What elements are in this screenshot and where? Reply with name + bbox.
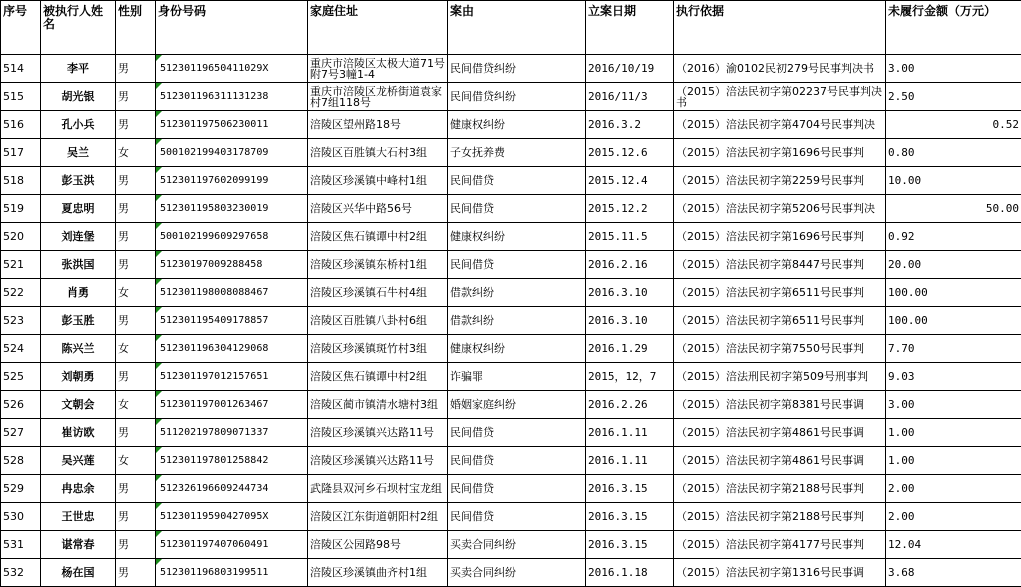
enforcement-basis: （2015）涪法民初字第6511号民事判: [674, 279, 886, 307]
enforcement-basis: （2015）涪法民初字第5206号民事判决: [674, 195, 886, 223]
case-cause: 子女抚养费: [448, 139, 586, 167]
person-name: 张洪国: [41, 251, 116, 279]
unpaid-amount: 3.00: [886, 55, 1021, 83]
person-name: 夏忠明: [41, 195, 116, 223]
unpaid-amount: 1.00: [886, 447, 1021, 475]
gender: 男: [116, 167, 156, 195]
filing-date: 2015，12，7: [586, 363, 674, 391]
gender: 男: [116, 307, 156, 335]
cell-comment-marker: [156, 447, 162, 453]
table-row: [1, 363, 1021, 391]
serial-number: 515: [1, 83, 41, 111]
home-address: 涪陵区珍溪镇曲齐村1组: [308, 559, 448, 587]
cell-comment-marker: [156, 419, 162, 425]
serial-number: 520: [1, 223, 41, 251]
cell-comment-marker: [156, 111, 162, 117]
filing-date: 2016.3.10: [586, 307, 674, 335]
gender: 男: [116, 111, 156, 139]
cell-comment-marker: [156, 531, 162, 537]
filing-date: 2016.3.2: [586, 111, 674, 139]
serial-number: 528: [1, 447, 41, 475]
case-cause: 民间借贷: [448, 475, 586, 503]
enforcement-basis: （2015）涪法刑民初字第509号刑事判: [674, 363, 886, 391]
unpaid-amount: 1.00: [886, 419, 1021, 447]
filing-date: 2016.3.15: [586, 531, 674, 559]
case-cause: 买卖合同纠纷: [448, 531, 586, 559]
home-address: 涪陵区望州路18号: [308, 111, 448, 139]
filing-date: 2016.3.10: [586, 279, 674, 307]
id-number: 512301197801258842: [156, 447, 308, 475]
id-number: 512301197012157651: [156, 363, 308, 391]
serial-number: 531: [1, 531, 41, 559]
cell-comment-marker: [156, 139, 162, 145]
id-number: 500102199403178709: [156, 139, 308, 167]
unpaid-amount: 100.00: [886, 307, 1021, 335]
id-number: 51230119590427095X: [156, 503, 308, 531]
case-cause: 健康权纠纷: [448, 111, 586, 139]
home-address: 涪陵区蔺市镇清水塘村3组: [308, 391, 448, 419]
gender: 男: [116, 195, 156, 223]
cell-comment-marker: [156, 503, 162, 509]
enforcement-basis: （2015）涪法民初字第4177号民事判: [674, 531, 886, 559]
filing-date: 2016.2.16: [586, 251, 674, 279]
header-cell: 身份号码: [156, 1, 308, 55]
home-address: 涪陵区珍溪镇兴达路11号: [308, 419, 448, 447]
gender: 女: [116, 447, 156, 475]
unpaid-amount: 0.52: [886, 111, 1021, 139]
filing-date: 2016.1.29: [586, 335, 674, 363]
unpaid-amount: 12.04: [886, 531, 1021, 559]
person-name: 李平: [41, 55, 116, 83]
person-name: 彭玉胜: [41, 307, 116, 335]
home-address: 武隆县双河乡石坝村宝龙组: [308, 475, 448, 503]
enforcement-basis: （2015）涪法民初字第1696号民事判: [674, 223, 886, 251]
serial-number: 526: [1, 391, 41, 419]
header-cell: 立案日期: [586, 1, 674, 55]
case-cause: 民间借贷: [448, 503, 586, 531]
table-row: [1, 447, 1021, 475]
enforcement-basis: （2015）涪法民初字第7550号民事判: [674, 335, 886, 363]
home-address: 涪陵区珍溪镇中峰村1组: [308, 167, 448, 195]
unpaid-amount: 2.00: [886, 475, 1021, 503]
cell-comment-marker: [156, 335, 162, 341]
case-cause: 民间借贷: [448, 447, 586, 475]
home-address: 涪陵区珍溪镇斑竹村3组: [308, 335, 448, 363]
enforcement-basis: （2015）涪法民初字第6511号民事判: [674, 307, 886, 335]
gender: 男: [116, 475, 156, 503]
serial-number: 517: [1, 139, 41, 167]
filing-date: 2016.1.11: [586, 447, 674, 475]
home-address: 涪陵区兴华中路56号: [308, 195, 448, 223]
person-name: 冉忠余: [41, 475, 116, 503]
id-number: 512301197602099199: [156, 167, 308, 195]
enforcement-basis: （2015）涪法民初字第2188号民事判: [674, 475, 886, 503]
header-cell: 序号: [1, 1, 41, 55]
header-cell: 案由: [448, 1, 586, 55]
id-number: 51230197009288458: [156, 251, 308, 279]
gender: 男: [116, 419, 156, 447]
unpaid-amount: 3.68: [886, 559, 1021, 587]
header-cell: 未履行金额（万元）: [886, 1, 1021, 55]
cell-comment-marker: [156, 223, 162, 229]
cell-comment-marker: [156, 167, 162, 173]
filing-date: 2015.12.6: [586, 139, 674, 167]
table-row: [1, 111, 1021, 139]
table-header-row: [1, 1, 1021, 55]
header-cell: 执行依据: [674, 1, 886, 55]
id-number: 511202197809071337: [156, 419, 308, 447]
enforcement-basis: （2015）涪法民初字第1696号民事判: [674, 139, 886, 167]
header-cell: 性别: [116, 1, 156, 55]
unpaid-amount: 9.03: [886, 363, 1021, 391]
serial-number: 527: [1, 419, 41, 447]
person-name: 杨在国: [41, 559, 116, 587]
id-number: 512301197001263467: [156, 391, 308, 419]
cell-comment-marker: [156, 195, 162, 201]
home-address: 涪陵区百胜镇大石村3组: [308, 139, 448, 167]
case-cause: 民间借贷纠纷: [448, 55, 586, 83]
table-row: [1, 195, 1021, 223]
table-row: [1, 251, 1021, 279]
table-row: [1, 55, 1021, 83]
person-name: 吴兴莲: [41, 447, 116, 475]
cell-comment-marker: [156, 251, 162, 257]
enforcement-basis: （2016）渝0102民初279号民事判决书: [674, 55, 886, 83]
home-address: 涪陵区珍溪镇东桥村1组: [308, 251, 448, 279]
case-cause: 民间借贷: [448, 167, 586, 195]
home-address: 涪陵区焦石镇谭中村2组: [308, 223, 448, 251]
id-number: 512301196803199511: [156, 559, 308, 587]
cell-comment-marker: [156, 475, 162, 481]
home-address: 涪陵区珍溪镇石牛村4组: [308, 279, 448, 307]
person-name: 彭玉洪: [41, 167, 116, 195]
case-cause: 买卖合同纠纷: [448, 559, 586, 587]
filing-date: 2016.2.26: [586, 391, 674, 419]
cell-comment-marker: [156, 559, 162, 565]
case-cause: 借款纠纷: [448, 279, 586, 307]
enforcement-basis: （2015）涪法民初字第2259号民事判: [674, 167, 886, 195]
gender: 男: [116, 251, 156, 279]
home-address: 重庆市涪陵区龙桥街道袁家村7组118号: [308, 83, 448, 111]
gender: 男: [116, 83, 156, 111]
case-cause: 健康权纠纷: [448, 223, 586, 251]
header-cell: 被执行人姓名: [41, 1, 116, 55]
id-number: 512301195803230019: [156, 195, 308, 223]
gender: 男: [116, 223, 156, 251]
enforcement-basis: （2015）涪法民初字第02237号民事判决书: [674, 83, 886, 111]
table-row: [1, 83, 1021, 111]
unpaid-amount: 2.50: [886, 83, 1021, 111]
person-name: 肖勇: [41, 279, 116, 307]
table-row: [1, 475, 1021, 503]
case-cause: 婚姻家庭纠纷: [448, 391, 586, 419]
serial-number: 523: [1, 307, 41, 335]
gender: 男: [116, 55, 156, 83]
unpaid-amount: 50.00: [886, 195, 1021, 223]
home-address: 涪陵区百胜镇八卦村6组: [308, 307, 448, 335]
id-number: 51230119650411029X: [156, 55, 308, 83]
filing-date: 2015.12.4: [586, 167, 674, 195]
person-name: 刘连堡: [41, 223, 116, 251]
serial-number: 529: [1, 475, 41, 503]
gender: 男: [116, 503, 156, 531]
case-cause: 民间借贷: [448, 419, 586, 447]
person-name: 陈兴兰: [41, 335, 116, 363]
filing-date: 2016/11/3: [586, 83, 674, 111]
id-number: 512301198008088467: [156, 279, 308, 307]
home-address: 涪陵区珍溪镇兴达路11号: [308, 447, 448, 475]
header-cell: 家庭住址: [308, 1, 448, 55]
unpaid-amount: 20.00: [886, 251, 1021, 279]
gender: 男: [116, 531, 156, 559]
serial-number: 519: [1, 195, 41, 223]
table-row: [1, 279, 1021, 307]
unpaid-amount: 7.70: [886, 335, 1021, 363]
gender: 女: [116, 335, 156, 363]
gender: 女: [116, 139, 156, 167]
home-address: 涪陵区公园路98号: [308, 531, 448, 559]
filing-date: 2016.3.15: [586, 475, 674, 503]
filing-date: 2016.3.15: [586, 503, 674, 531]
cell-comment-marker: [156, 55, 162, 61]
person-name: 胡光银: [41, 83, 116, 111]
id-number: 512301196311131238: [156, 83, 308, 111]
cell-comment-marker: [156, 307, 162, 313]
case-cause: 健康权纠纷: [448, 335, 586, 363]
serial-number: 524: [1, 335, 41, 363]
serial-number: 522: [1, 279, 41, 307]
table-body: [1, 55, 1021, 587]
enforcement-basis: （2015）涪法民初字第2188号民事判: [674, 503, 886, 531]
id-number: 512326196609244734: [156, 475, 308, 503]
table-row: [1, 167, 1021, 195]
enforcement-basis: （2015）涪法民初字第4861号民事调: [674, 447, 886, 475]
filing-date: 2015.12.2: [586, 195, 674, 223]
id-number: 512301197407060491: [156, 531, 308, 559]
person-name: 文朝会: [41, 391, 116, 419]
case-cause: 民间借贷: [448, 251, 586, 279]
enforcement-basis: （2015）涪法民初字第4704号民事判决: [674, 111, 886, 139]
filing-date: 2015.11.5: [586, 223, 674, 251]
table-row: [1, 391, 1021, 419]
unpaid-amount: 3.00: [886, 391, 1021, 419]
person-name: 王世忠: [41, 503, 116, 531]
filing-date: 2016/10/19: [586, 55, 674, 83]
unpaid-amount: 10.00: [886, 167, 1021, 195]
table-row: [1, 223, 1021, 251]
gender: 女: [116, 279, 156, 307]
gender: 女: [116, 391, 156, 419]
unpaid-amount: 0.80: [886, 139, 1021, 167]
person-name: 吴兰: [41, 139, 116, 167]
table-row: [1, 419, 1021, 447]
serial-number: 530: [1, 503, 41, 531]
case-cause: 民间借贷纠纷: [448, 83, 586, 111]
unpaid-amount: 0.92: [886, 223, 1021, 251]
table-row: [1, 531, 1021, 559]
person-name: 刘朝勇: [41, 363, 116, 391]
id-number: 512301197506230011: [156, 111, 308, 139]
enforcement-basis: （2015）涪法民初字第4861号民事调: [674, 419, 886, 447]
case-cause: 诈骗罪: [448, 363, 586, 391]
home-address: 重庆市涪陵区太极大道71号附7号3幢1-4: [308, 55, 448, 83]
person-name: 谌常春: [41, 531, 116, 559]
filing-date: 2016.1.11: [586, 419, 674, 447]
case-cause: 借款纠纷: [448, 307, 586, 335]
gender: 男: [116, 363, 156, 391]
id-number: 512301195409178857: [156, 307, 308, 335]
serial-number: 532: [1, 559, 41, 587]
cell-comment-marker: [156, 279, 162, 285]
person-name: 孔小兵: [41, 111, 116, 139]
gender: 男: [116, 559, 156, 587]
table-row: [1, 559, 1021, 587]
unpaid-amount: 2.00: [886, 503, 1021, 531]
cell-comment-marker: [156, 363, 162, 369]
serial-number: 516: [1, 111, 41, 139]
enforcement-basis: （2015）涪法民初字第8447号民事判: [674, 251, 886, 279]
serial-number: 514: [1, 55, 41, 83]
case-cause: 民间借贷: [448, 195, 586, 223]
serial-number: 518: [1, 167, 41, 195]
filing-date: 2016.1.18: [586, 559, 674, 587]
enforcement-basis: （2015）涪法民初字第1316号民事调: [674, 559, 886, 587]
table-row: [1, 307, 1021, 335]
cell-comment-marker: [156, 391, 162, 397]
unpaid-amount: 100.00: [886, 279, 1021, 307]
serial-number: 525: [1, 363, 41, 391]
home-address: 涪陵区焦石镇谭中村2组: [308, 363, 448, 391]
id-number: 512301196304129068: [156, 335, 308, 363]
table-row: [1, 503, 1021, 531]
home-address: 涪陵区江东街道朝阳村2组: [308, 503, 448, 531]
person-name: 崔访欧: [41, 419, 116, 447]
id-number: 500102199609297658: [156, 223, 308, 251]
cell-comment-marker: [156, 83, 162, 89]
serial-number: 521: [1, 251, 41, 279]
table-row: [1, 335, 1021, 363]
table-row: [1, 139, 1021, 167]
enforcement-basis: （2015）涪法民初字第8381号民事调: [674, 391, 886, 419]
